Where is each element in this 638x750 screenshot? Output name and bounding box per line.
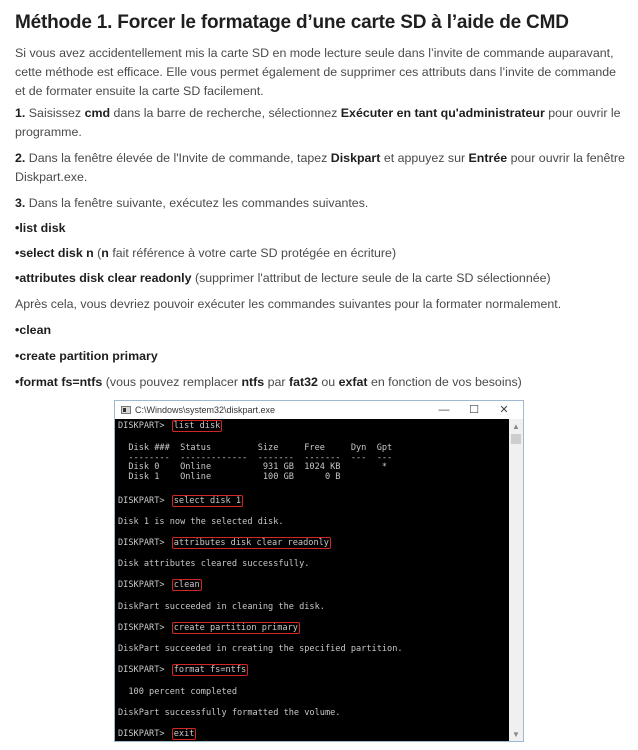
bold-term: n [101,246,109,260]
text: dans la barre de recherche, sélectionnez [110,106,341,120]
bold-term: cmd [84,106,111,120]
highlighted-command: exit [173,729,195,739]
bold-term: exfat [338,375,368,389]
highlighted-command: attributes disk clear readonly [173,538,329,548]
text: par [264,375,289,389]
disk-table-header: Disk ### Status Size Free Dyn Gpt [118,443,393,453]
console-output: Disk 1 is now the selected disk. [118,517,284,527]
window-controls [429,401,519,419]
console-line [118,623,300,634]
prompt: DISKPART> [118,623,170,633]
page-title: Méthode 1. Forcer le formatage d’une carte SD à l’aide de CMD [15,12,569,33]
bold-term: Exécuter en tant qu'administrateur [340,106,545,120]
text: (supprimer l'attribut de lecture seule de la carte SD sélectionnée) [191,271,551,285]
console-scrollbar[interactable] [509,419,523,741]
diskpart-console-window [114,400,524,742]
step-number: 3. [15,196,26,210]
bold-term: Entrée [468,151,508,165]
command-attributes [15,269,625,288]
console-output: DiskPart successfully formatted the volume. [118,708,341,718]
highlighted-command: format fs=ntfs [173,665,247,675]
prompt: DISKPART> [118,538,170,548]
console-output: DiskPart succeeded in creating the specified partition. [118,644,403,654]
maximize-icon[interactable]: ☐ [469,404,479,416]
bold-term: Diskpart [330,151,381,165]
console-window-title: C:\Windows\system32\diskpart.exe [135,405,276,415]
step-1 [15,104,625,142]
text: en fonction de vos besoins) [367,375,522,389]
scrollbar-thumb[interactable] [511,434,521,444]
command-text: •list disk [15,221,66,235]
bold-term: ntfs [241,375,265,389]
console-output: DiskPart succeeded in cleaning the disk. [118,602,325,612]
text: pour ouvrir la fenêtre Diskpart.exe. [15,151,625,184]
intro-paragraph: Si vous avez accidentellement mis la carte SD en mode lecture seule dans l’invite de commande auparavant, cette méthode est efficace. Elle vous permet également de supprimer ces attributs dans l’invite de commande et de formater ensuite la carte SD facilement. [15,46,617,98]
disk-table-separator: -------- ------------- ------- ------- --- --- [118,453,393,463]
disk-row: Disk 0 Online 931 GB 1024 KB * [118,462,388,472]
bold-term: fat32 [288,375,318,389]
command-select-disk [15,244,625,263]
prompt: DISKPART> [118,665,170,675]
text: et appuyez sur [380,151,469,165]
highlighted-command: clean [173,580,200,590]
prompt: DISKPART> [118,729,170,739]
prompt: DISKPART> [118,421,170,431]
text: ou [317,375,339,389]
highlighted-command: list disk [173,421,221,431]
close-icon[interactable]: ✕ [499,404,509,416]
text: pour ouvrir le programme. [15,106,621,139]
text: (vous pouvez remplacer [102,375,242,389]
console-output: Disk attributes cleared successfully. [118,559,310,569]
console-line [118,729,196,740]
command-format [15,373,625,392]
scroll-down-icon[interactable]: ▼ [512,730,520,739]
console-line [118,421,222,432]
console-app-icon [121,406,131,414]
step-number: 2. [15,151,26,165]
highlighted-command: select disk 1 [173,496,242,506]
console-line [118,538,331,549]
prompt: DISKPART> [118,496,170,506]
minimize-icon[interactable]: — [438,404,450,416]
console-progress: 100 percent completed [118,687,237,697]
text: fait référence à votre carte SD protégée en écriture) [108,246,397,260]
text: ( [93,246,102,260]
prompt: DISKPART> [118,580,170,590]
command-text: •attributes disk clear readonly [15,271,192,285]
console-line [118,496,243,507]
command-create-partition [15,347,625,366]
disk-row: Disk 1 Online 100 GB 0 B [118,472,341,482]
command-clean [15,321,625,340]
console-line [118,580,202,591]
scroll-up-icon[interactable]: ▲ [512,422,520,431]
console-titlebar [115,401,523,419]
step-3 [15,194,625,213]
highlighted-command: create partition primary [173,623,298,633]
command-text: •clean [15,323,52,337]
console-screen [115,419,509,741]
console-line [118,665,248,676]
after-paragraph: Après cela, vous devriez pouvoir exécuter les commandes suivantes pour la formater normalement. [15,297,562,311]
command-text: •format fs=ntfs [15,375,103,389]
text: Dans la fenêtre élevée de l'Invite de commande, tapez [25,151,331,165]
step-number: 1. [15,106,26,120]
text: Dans la fenêtre suivante, exécutez les commandes suivantes. [25,196,369,210]
text: Saisissez [25,106,85,120]
step-2 [15,149,625,187]
command-list-disk [15,219,625,238]
command-text: •create partition primary [15,349,158,363]
command-text: •select disk n [15,246,94,260]
